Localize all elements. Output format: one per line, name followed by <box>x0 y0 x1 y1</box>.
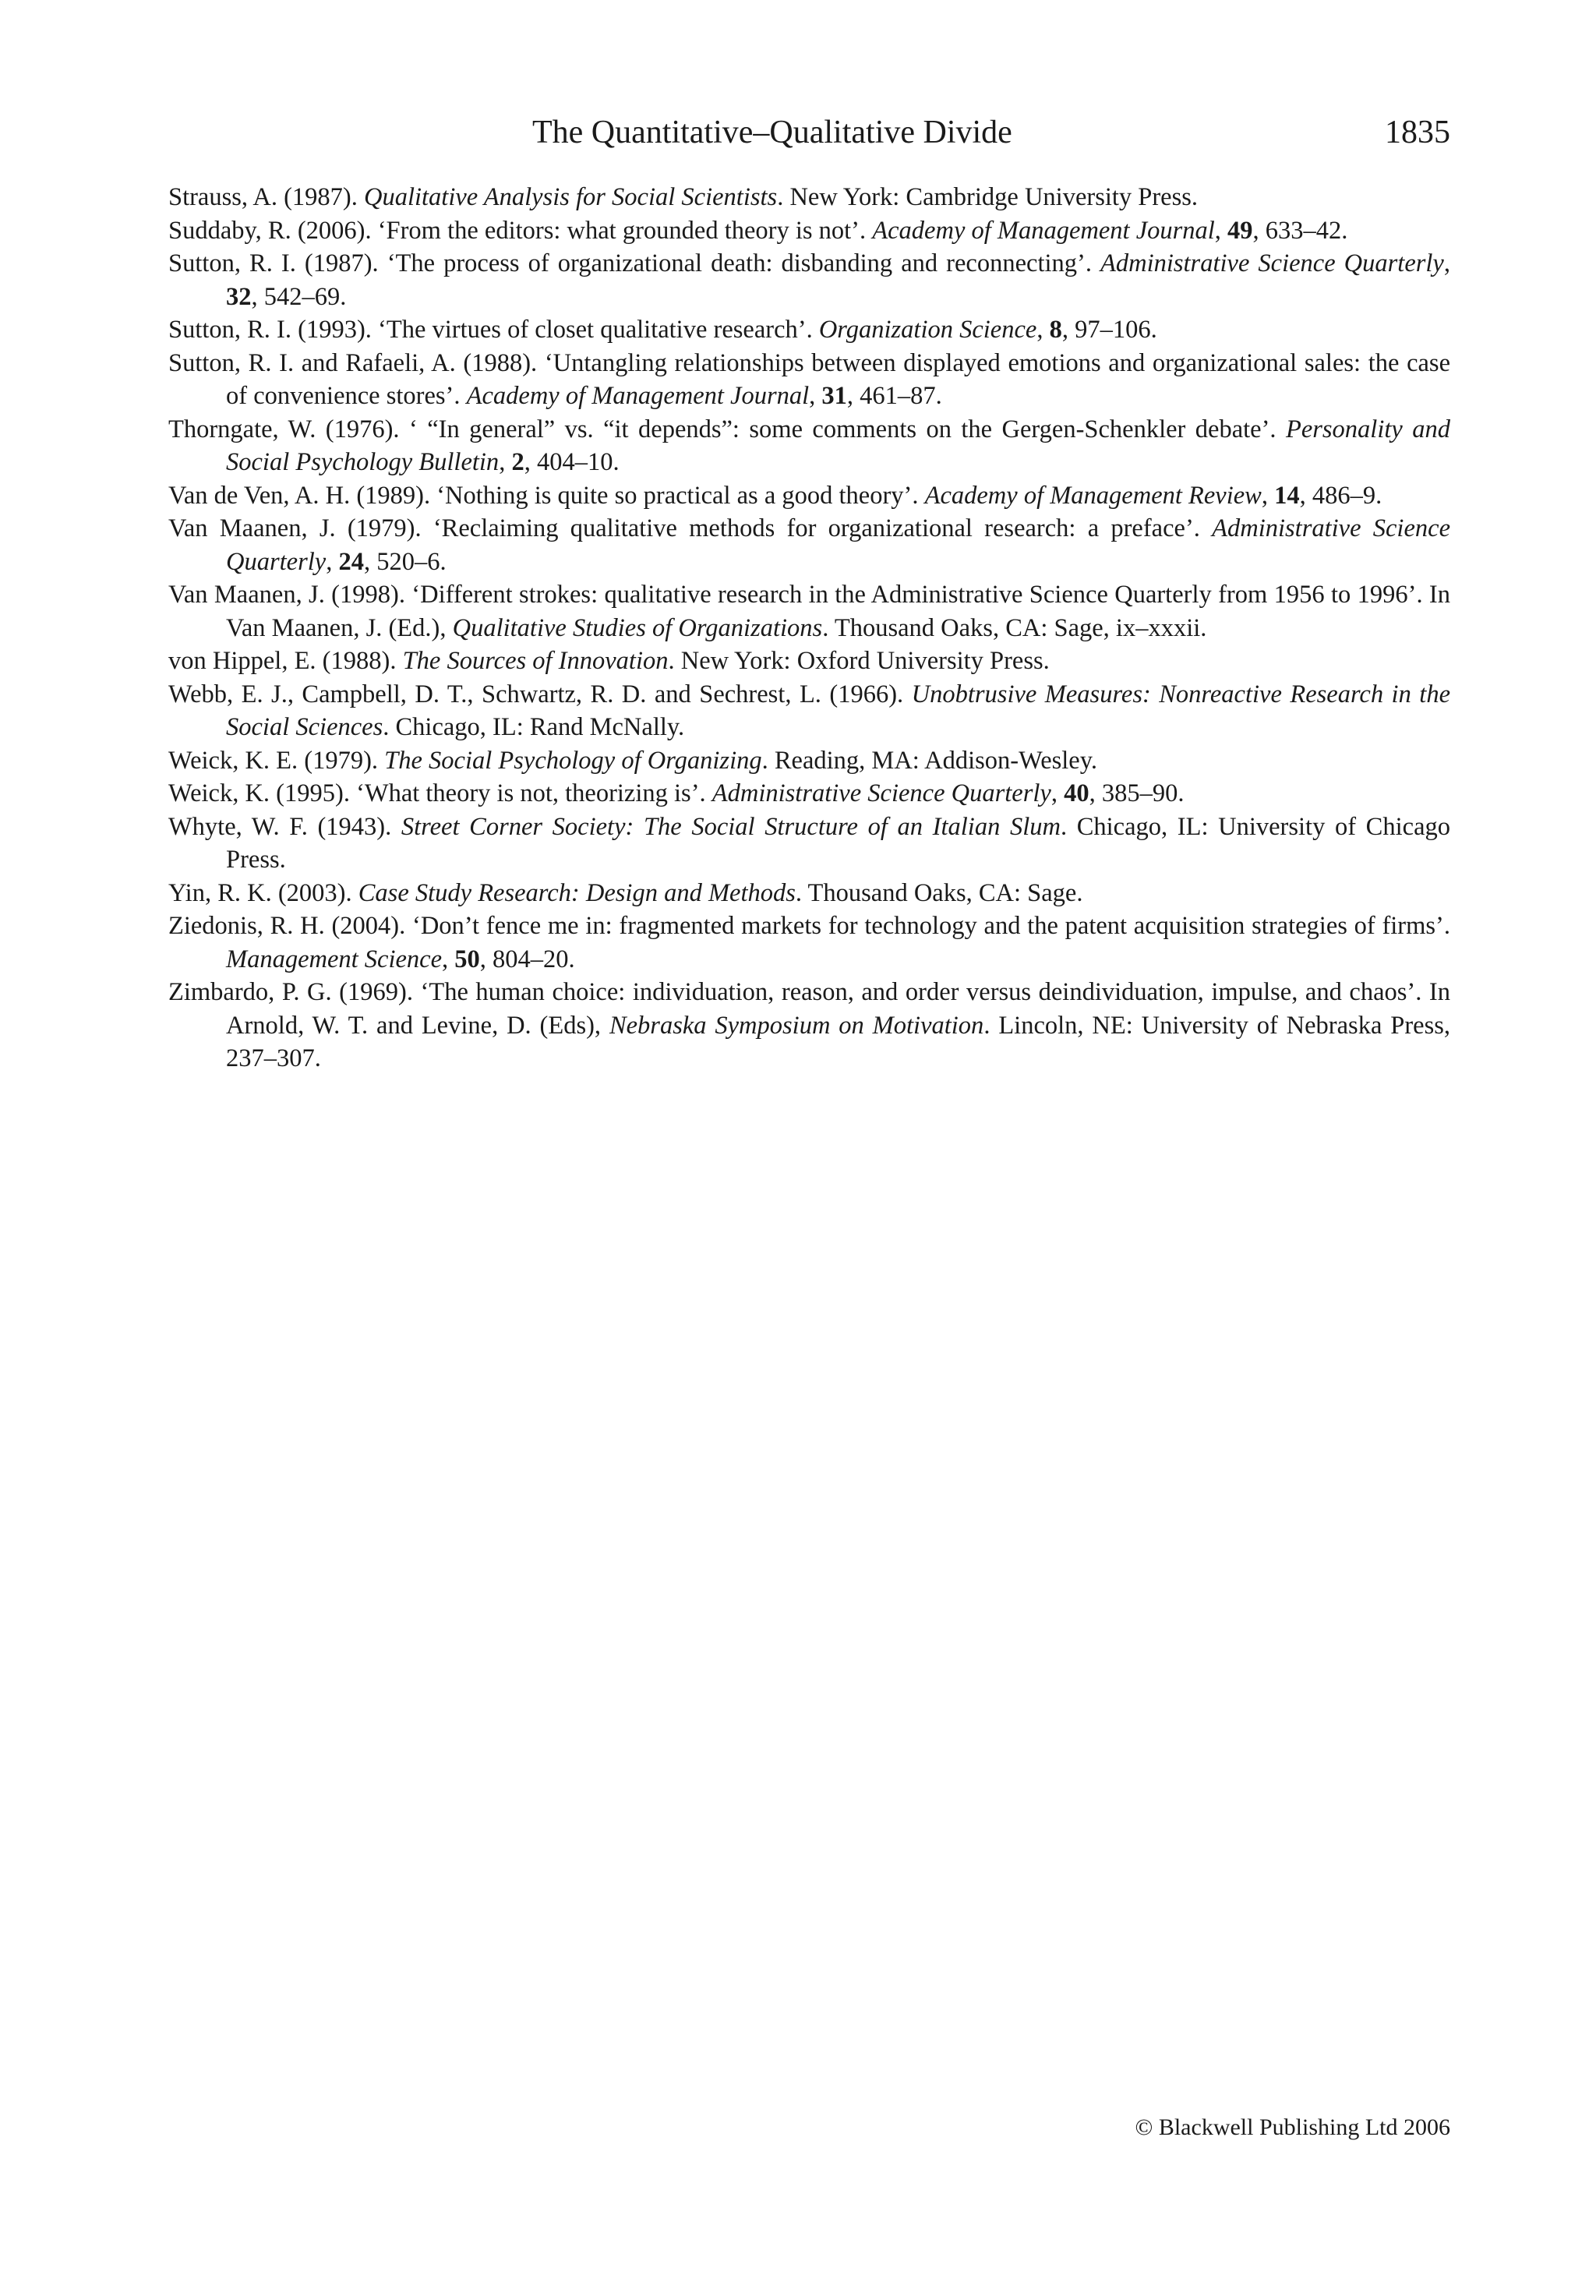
ref-text: Whyte, W. F. (1943). <box>168 812 401 841</box>
reference-sutton-rafaeli-1988 <box>168 347 1450 413</box>
reference-sutton-1993 <box>168 313 1450 347</box>
reference-ziedonis-2004 <box>168 910 1450 976</box>
ref-journal: Academy of Management Review <box>924 481 1262 510</box>
ref-text: Webb, E. J., Campbell, D. T., Schwartz, R. D. and Sechrest, L. (1966). <box>168 680 912 708</box>
ref-text: Van Maanen, J. (1979). ‘Reclaiming qualitative methods for organizational research: a preface’. <box>168 514 1213 542</box>
ref-journal: Administrative Science Quarterly <box>226 514 1450 576</box>
ref-journal: Administrative Science Quarterly <box>711 779 1051 807</box>
ref-text: , 633–42. <box>1252 216 1348 245</box>
ref-text: Sutton, R. I. and Rafaeli, A. (1988). ‘Untangling relationships between displayed emotions and organizational sales: the case of convenience stores’. <box>168 348 1450 410</box>
ref-volume: 32 <box>226 282 252 311</box>
ref-title: Case Study Research: Design and Methods <box>358 878 796 907</box>
ref-text: , 404–10. <box>524 448 620 476</box>
ref-text: , <box>1050 779 1065 807</box>
ref-text: Zimbardo, P. G. (1969). ‘The human choice: individuation, reason, and order versus deindividuation, impulse, and chaos’. In Arnold, W. T. and Levine, D. (Eds), <box>168 978 1450 1040</box>
ref-title: The Sources of Innovation <box>402 647 669 675</box>
ref-text: Weick, K. E. (1979). <box>168 746 385 775</box>
ref-text: Suddaby, R. (2006). ‘From the editors: what grounded theory is not’. <box>168 216 873 245</box>
ref-text: von Hippel, E. (1988). <box>168 647 403 675</box>
ref-volume: 49 <box>1227 216 1253 245</box>
ref-text: , <box>1214 216 1228 245</box>
ref-text: , <box>326 547 339 576</box>
ref-text: , <box>1443 249 1450 277</box>
ref-text: Weick, K. (1995). ‘What theory is not, theorizing is’. <box>168 779 712 807</box>
ref-text: , 461–87. <box>846 382 942 410</box>
ref-text: . New York: Oxford University Press. <box>668 647 1050 675</box>
reference-van-de-ven-1989 <box>168 479 1450 513</box>
running-title: The Quantitative–Qualitative Divide <box>532 115 1012 150</box>
ref-text: , <box>809 382 822 410</box>
reference-suddaby-2006 <box>168 214 1450 248</box>
ref-text: Yin, R. K. (2003). <box>168 878 358 907</box>
reference-strauss-1987 <box>168 181 1450 214</box>
ref-text: . Chicago, IL: Rand McNally. <box>383 713 685 741</box>
ref-text: Ziedonis, R. H. (2004). ‘Don’t fence me in: fragmented markets for technology and the patent acquisition strategies of firms’. <box>168 912 1450 940</box>
ref-text: , 804–20. <box>479 945 575 973</box>
ref-journal: Organization Science <box>818 316 1037 344</box>
ref-text: Van Maanen, J. (1998). ‘Different strokes: qualitative research in the Administrative Science Quarterly from 1956 to 1996’. In Van Maanen, J. (Ed.), <box>168 581 1450 642</box>
ref-journal: Administrative Science Quarterly <box>1100 249 1444 277</box>
ref-text: , 486–9. <box>1299 481 1382 510</box>
ref-text: . Reading, MA: Addison-Wesley. <box>761 746 1097 775</box>
ref-journal: Academy of Management Journal <box>466 382 810 410</box>
reference-webb-1966 <box>168 678 1450 744</box>
reference-van-maanen-1998 <box>168 578 1450 645</box>
ref-text: , <box>442 945 455 973</box>
ref-text: , 520–6. <box>363 547 447 576</box>
reference-weick-1995 <box>168 777 1450 811</box>
ref-journal: Management Science <box>226 945 443 973</box>
running-head <box>168 109 1450 156</box>
ref-journal: Academy of Management Journal <box>872 216 1215 245</box>
ref-text: . Chicago, IL: University of Chicago Press. <box>226 812 1450 874</box>
reference-van-maanen-1979 <box>168 512 1450 578</box>
ref-text: , 542–69. <box>251 282 347 311</box>
reference-zimbardo-1969 <box>168 976 1450 1076</box>
ref-text: . Lincoln, NE: University of Nebraska Press, 237–307. <box>226 1011 1450 1072</box>
ref-title: Unobtrusive Measures: Nonreactive Research in the Social Sciences <box>226 680 1450 741</box>
ref-volume: 40 <box>1064 779 1089 807</box>
ref-text: . Thousand Oaks, CA: Sage, ix–xxxii. <box>822 613 1207 642</box>
ref-volume: 2 <box>511 448 524 476</box>
ref-text: , 385–90. <box>1089 779 1185 807</box>
reference-list <box>168 181 1450 1076</box>
reference-thorngate-1976 <box>168 413 1450 479</box>
ref-text: , <box>1261 481 1275 510</box>
ref-text: Sutton, R. I. (1987). ‘The process of organizational death: disbanding and reconnecting’. <box>168 249 1100 277</box>
ref-text: , <box>1036 316 1050 344</box>
ref-title: Street Corner Society: The Social Structure of an Italian Slum <box>401 812 1061 841</box>
ref-title: Qualitative Studies of Organizations <box>452 613 823 642</box>
ref-text: Thorngate, W. (1976). ‘ “In general” vs. “it depends”: some comments on the Gergen-Schenkler debate’. <box>168 415 1286 443</box>
ref-volume: 14 <box>1274 481 1300 510</box>
ref-volume: 8 <box>1049 316 1062 344</box>
reference-von-hippel-1988 <box>168 645 1450 678</box>
ref-text: , <box>499 448 512 476</box>
ref-title: Qualitative Analysis for Social Scientists <box>363 183 778 211</box>
ref-volume: 24 <box>338 547 364 576</box>
page-number: 1835 <box>1385 115 1450 150</box>
ref-text: Sutton, R. I. (1993). ‘The virtues of closet qualitative research’. <box>168 316 819 344</box>
ref-text: . Thousand Oaks, CA: Sage. <box>795 878 1083 907</box>
reference-whyte-1943 <box>168 811 1450 877</box>
reference-sutton-1987 <box>168 247 1450 313</box>
ref-volume: 50 <box>454 945 480 973</box>
ref-text: . New York: Cambridge University Press. <box>777 183 1199 211</box>
ref-text: Strauss, A. (1987). <box>168 183 364 211</box>
ref-title: The Social Psychology of Organizing <box>384 746 762 775</box>
ref-text: Van de Ven, A. H. (1989). ‘Nothing is quite so practical as a good theory’. <box>168 481 925 510</box>
reference-yin-2003 <box>168 877 1450 910</box>
ref-text: , 97–106. <box>1061 316 1157 344</box>
ref-journal: Personality and Social Psychology Bulletin <box>226 415 1450 476</box>
copyright-footer: © Blackwell Publishing Ltd 2006 <box>1135 2114 1450 2140</box>
ref-title: Nebraska Symposium on Motivation <box>609 1011 984 1040</box>
reference-weick-1979 <box>168 744 1450 778</box>
ref-volume: 31 <box>821 382 847 410</box>
